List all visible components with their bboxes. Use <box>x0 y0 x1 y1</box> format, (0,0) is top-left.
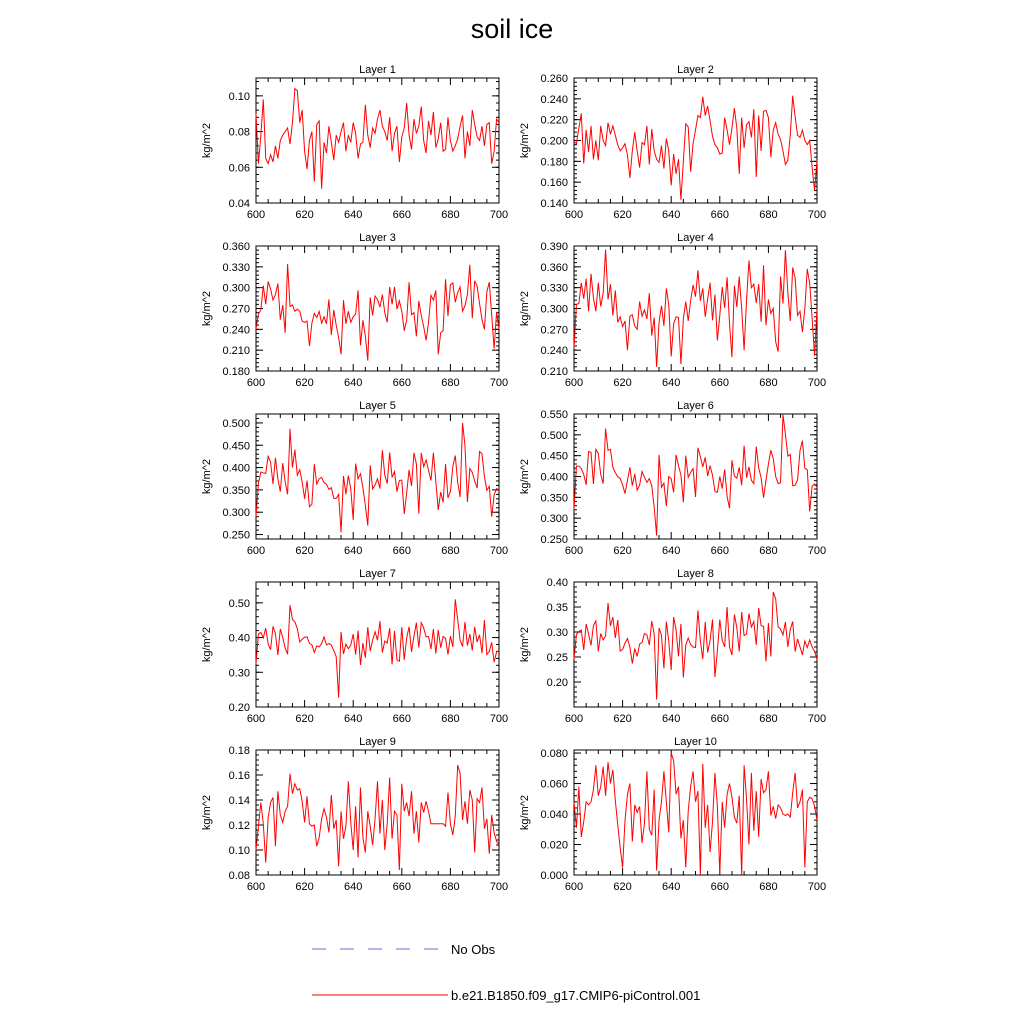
layer-3-x-tick-label: 620 <box>295 377 314 389</box>
layer-5-y-tick-label: 0.450 <box>222 440 250 453</box>
page-title: soil ice <box>470 14 554 44</box>
layer-6-y-tick-label: 0.400 <box>540 471 568 484</box>
layer-2-y-tick-label: 0.260 <box>540 73 568 85</box>
layer-1-series-line <box>256 89 499 189</box>
layer-5-y-tick-label: 0.300 <box>222 507 250 520</box>
layer-5-x-tick-label: 660 <box>392 545 411 557</box>
legend-swatch-no-obs <box>310 942 450 956</box>
layer-9-x-tick-label: 700 <box>489 881 509 893</box>
layer-6-x-tick-label: 660 <box>710 545 729 557</box>
layer-4-x-tick-label: 620 <box>613 377 632 389</box>
layer-9-x-tick-label: 600 <box>246 881 266 893</box>
layer-8-x-tick-label: 640 <box>662 713 681 725</box>
layer-2-y-tick-label: 0.160 <box>540 177 568 190</box>
layer-8-y-tick-label: 0.40 <box>546 577 568 589</box>
layer-5-y-axis-label: kg/m^2 <box>201 458 213 495</box>
layer-8-x-tick-label: 700 <box>807 713 827 725</box>
layer-10-y-tick-label: 0.080 <box>540 748 568 761</box>
layer-9-y-tick-label: 0.16 <box>228 770 250 782</box>
layer-8-series-line <box>574 592 817 700</box>
layer-7-series-line <box>256 599 499 697</box>
layer-1-x-tick-label: 660 <box>392 209 411 221</box>
layer-2-x-tick-label: 680 <box>759 209 778 221</box>
layer-7-y-tick-label: 0.20 <box>228 702 250 714</box>
layer-3-y-tick-label: 0.300 <box>222 282 250 295</box>
layer-7-panel-title: Layer 7 <box>359 568 396 580</box>
layer-3-y-tick-label: 0.360 <box>222 241 250 253</box>
layer-8-y-tick-label: 0.20 <box>546 677 568 689</box>
layer-7-x-tick-label: 680 <box>441 713 460 725</box>
layer-1-plot-frame <box>256 78 499 203</box>
layer-2-y-tick-label: 0.200 <box>540 135 568 148</box>
layer-4-panel-title: Layer 4 <box>677 232 714 244</box>
layer-4-y-axis-label: kg/m^2 <box>519 290 531 327</box>
layer-10-panel-title: Layer 10 <box>674 736 717 748</box>
layer-8-x-tick-label: 660 <box>710 713 729 725</box>
layer-6-x-tick-label: 640 <box>662 545 681 557</box>
layer-1-y-tick-label: 0.04 <box>228 198 250 210</box>
layer-7-y-axis-label: kg/m^2 <box>201 626 213 663</box>
layer-8-panel-title: Layer 8 <box>677 568 714 580</box>
layer-10-series-line <box>574 753 817 875</box>
layer-8-x-tick-label: 680 <box>759 713 778 725</box>
legend-label-no-obs: No Obs <box>451 942 496 957</box>
layer-10-y-tick-label: 0.060 <box>540 778 568 791</box>
layer-2-x-tick-label: 620 <box>613 209 632 221</box>
layer-2-x-tick-label: 600 <box>564 209 584 221</box>
layer-6-y-tick-label: 0.450 <box>540 450 568 463</box>
layer-8-y-axis-label: kg/m^2 <box>519 626 531 663</box>
layer-2-x-tick-label: 700 <box>807 209 827 221</box>
layer-6-x-tick-label: 600 <box>564 545 584 557</box>
layer-4-x-tick-label: 640 <box>662 377 681 389</box>
layer-10-x-tick-label: 660 <box>710 881 729 893</box>
layer-4-y-tick-label: 0.240 <box>540 345 568 358</box>
layer-4-y-tick-label: 0.360 <box>540 261 568 274</box>
layer-7-y-tick-label: 0.50 <box>228 597 250 610</box>
layer-6-y-tick-label: 0.550 <box>540 409 568 421</box>
layer-10-x-tick-label: 680 <box>759 881 778 893</box>
layer-10-y-axis-label: kg/m^2 <box>519 794 531 831</box>
layer-3-y-tick-label: 0.210 <box>222 345 250 358</box>
layer-4-y-tick-label: 0.210 <box>540 366 568 378</box>
legend-swatch-model <box>310 988 450 1002</box>
layer-5-y-tick-label: 0.350 <box>222 484 250 497</box>
layer-5-y-tick-label: 0.250 <box>222 529 250 542</box>
layer-2-y-tick-label: 0.240 <box>540 93 568 106</box>
layer-3-y-tick-label: 0.180 <box>222 366 250 378</box>
layer-1-y-axis-label: kg/m^2 <box>201 122 213 159</box>
layer-3-y-tick-label: 0.270 <box>222 303 250 316</box>
layer-6-x-tick-label: 620 <box>613 545 632 557</box>
layer-1-y-tick-label: 0.06 <box>228 162 250 175</box>
layer-9-y-tick-label: 0.08 <box>228 870 250 882</box>
layer-6-y-axis-label: kg/m^2 <box>519 458 531 495</box>
layer-5-x-tick-label: 600 <box>246 545 266 557</box>
layer-9-x-tick-label: 680 <box>441 881 460 893</box>
layer-1-x-tick-label: 620 <box>295 209 314 221</box>
layer-8-y-tick-label: 0.30 <box>546 627 568 639</box>
layer-3-y-tick-label: 0.240 <box>222 324 250 337</box>
layer-9-x-tick-label: 620 <box>295 881 314 893</box>
layer-10-y-tick-label: 0.000 <box>540 870 568 882</box>
layer-5-series-line <box>256 423 499 532</box>
layer-9-y-tick-label: 0.12 <box>228 820 250 832</box>
layer-4-x-tick-label: 680 <box>759 377 778 389</box>
layer-4-series-line <box>574 249 817 366</box>
layer-4-y-tick-label: 0.300 <box>540 303 568 316</box>
layer-7-y-tick-label: 0.30 <box>228 667 250 680</box>
layer-1-y-tick-label: 0.08 <box>228 126 250 139</box>
layer-5-y-tick-label: 0.500 <box>222 417 250 430</box>
layer-2-y-tick-label: 0.180 <box>540 156 568 169</box>
layer-3-x-tick-label: 700 <box>489 377 509 389</box>
layer-10-x-tick-label: 640 <box>662 881 681 893</box>
layer-1-y-tick-label: 0.10 <box>228 90 250 103</box>
layer-10-y-tick-label: 0.040 <box>540 809 568 822</box>
layer-8-y-tick-label: 0.35 <box>546 602 568 614</box>
layer-7-x-tick-label: 700 <box>489 713 509 725</box>
layer-6-y-tick-label: 0.500 <box>540 429 568 442</box>
layer-5-panel-title: Layer 5 <box>359 400 396 412</box>
layer-5-y-tick-label: 0.400 <box>222 462 250 475</box>
layer-2-x-tick-label: 660 <box>710 209 729 221</box>
layer-4-y-tick-label: 0.330 <box>540 282 568 295</box>
layer-6-series-line <box>574 415 817 536</box>
layer-7-x-tick-label: 620 <box>295 713 314 725</box>
layer-6-y-tick-label: 0.300 <box>540 513 568 526</box>
layer-3-x-tick-label: 680 <box>441 377 460 389</box>
layer-2-y-tick-label: 0.140 <box>540 198 568 210</box>
layer-10-x-tick-label: 600 <box>564 881 584 893</box>
layer-9-y-tick-label: 0.18 <box>228 745 250 757</box>
layer-3-x-tick-label: 660 <box>392 377 411 389</box>
layer-4-x-tick-label: 700 <box>807 377 827 389</box>
layer-1-panel-title: Layer 1 <box>359 64 396 76</box>
layer-1-x-tick-label: 600 <box>246 209 266 221</box>
layer-10-y-tick-label: 0.020 <box>540 839 568 852</box>
layer-8-x-tick-label: 600 <box>564 713 584 725</box>
layer-2-y-tick-label: 0.220 <box>540 114 568 127</box>
layer-3-y-tick-label: 0.330 <box>222 261 250 274</box>
layer-3-panel-title: Layer 3 <box>359 232 396 244</box>
layer-7-x-tick-label: 640 <box>344 713 363 725</box>
layer-3-series-line <box>256 264 499 361</box>
layer-6-x-tick-label: 680 <box>759 545 778 557</box>
layer-2-panel-title: Layer 2 <box>677 64 714 76</box>
layer-7-y-tick-label: 0.40 <box>228 632 250 645</box>
layer-9-y-axis-label: kg/m^2 <box>201 794 213 831</box>
layer-3-x-tick-label: 640 <box>344 377 363 389</box>
layer-3-y-axis-label: kg/m^2 <box>201 290 213 327</box>
layer-9-x-tick-label: 640 <box>344 881 363 893</box>
layer-4-plot-frame <box>574 246 817 371</box>
layer-4-x-tick-label: 600 <box>564 377 584 389</box>
layer-9-x-tick-label: 660 <box>392 881 411 893</box>
layer-6-x-tick-label: 700 <box>807 545 827 557</box>
layer-7-x-tick-label: 600 <box>246 713 266 725</box>
layer-6-y-tick-label: 0.250 <box>540 534 568 546</box>
layer-9-y-tick-label: 0.14 <box>228 795 250 807</box>
layer-4-y-tick-label: 0.390 <box>540 241 568 253</box>
layer-10-plot-frame <box>574 750 817 875</box>
legend-label-model: b.e21.B1850.f09_g17.CMIP6-piControl.001 <box>451 988 701 1003</box>
layer-9-y-tick-label: 0.10 <box>228 845 250 857</box>
layer-5-x-tick-label: 680 <box>441 545 460 557</box>
layer-10-x-tick-label: 620 <box>613 881 632 893</box>
layer-1-x-tick-label: 700 <box>489 209 509 221</box>
layer-7-x-tick-label: 660 <box>392 713 411 725</box>
layer-5-x-tick-label: 640 <box>344 545 363 557</box>
layer-2-series-line <box>574 96 817 200</box>
layer-6-panel-title: Layer 6 <box>677 400 714 412</box>
layer-9-panel-title: Layer 9 <box>359 736 396 748</box>
layer-1-x-tick-label: 680 <box>441 209 460 221</box>
layer-8-y-tick-label: 0.25 <box>546 652 568 664</box>
layer-2-y-axis-label: kg/m^2 <box>519 122 531 159</box>
layer-10-x-tick-label: 700 <box>807 881 827 893</box>
layer-4-x-tick-label: 660 <box>710 377 729 389</box>
layer-3-x-tick-label: 600 <box>246 377 266 389</box>
layer-5-x-tick-label: 700 <box>489 545 509 557</box>
layer-6-y-tick-label: 0.350 <box>540 492 568 505</box>
layer-2-x-tick-label: 640 <box>662 209 681 221</box>
layer-5-x-tick-label: 620 <box>295 545 314 557</box>
layer-9-series-line <box>256 765 499 870</box>
layer-1-x-tick-label: 640 <box>344 209 363 221</box>
layer-4-y-tick-label: 0.270 <box>540 324 568 337</box>
layer-8-x-tick-label: 620 <box>613 713 632 725</box>
